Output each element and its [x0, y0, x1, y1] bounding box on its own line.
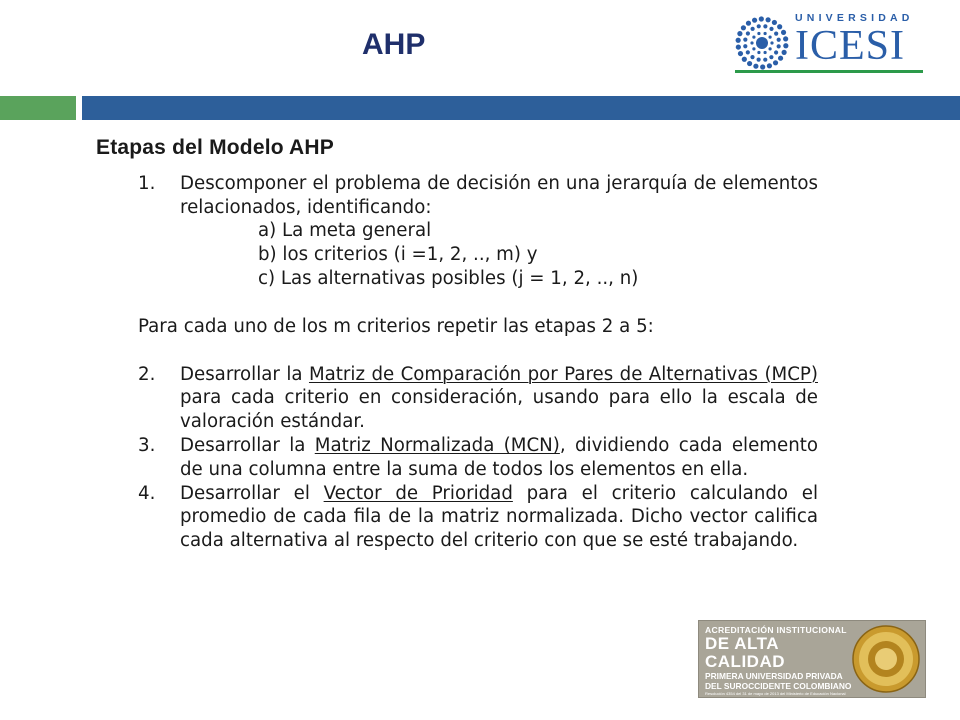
header-bar-green — [0, 96, 76, 120]
slide-content — [96, 136, 818, 553]
logo-underline — [735, 70, 923, 73]
step-text-pre: Desarrollar la — [180, 363, 309, 385]
section-heading: Etapas del Modelo AHP — [96, 136, 334, 159]
term-mcn: Matriz Normalizada (MCN) — [314, 434, 560, 456]
header-bar-blue — [82, 96, 960, 120]
step-1 — [138, 172, 818, 220]
icesi-logo — [733, 12, 925, 76]
gold-medal-icon — [851, 624, 921, 694]
icesi-emblem-icon — [733, 14, 791, 72]
seal-line-5: Resolución 4354 del 31 de mayo de 2013 del Ministerio de Educación Nacional — [705, 691, 846, 696]
step-text — [180, 363, 818, 434]
step-number: 2. — [138, 363, 156, 385]
seal-line-4: DEL SUROCCIDENTE COLOMBIANO — [705, 681, 852, 691]
step-text-post: para cada criterio en consideración, usando para ello la escala de valoración estándar. — [180, 387, 818, 433]
sub-item-b: b) los criterios (i =1, 2, .., m) y — [258, 244, 538, 266]
step-text-post: , dividiendo cada elemento de una columna entre la suma de todos los elementos en ella. — [180, 434, 818, 480]
step-text-post: para el criterio calculando el promedio de cada fila de la matriz normalizada. Dicho vector califica cada alternativa al respecto del criterio con que se esté trabajando. — [180, 482, 818, 552]
logo-name: ICESI — [795, 23, 905, 69]
seal-line-3: PRIMERA UNIVERSIDAD PRIVADA — [705, 671, 843, 681]
step-number: 3. — [138, 434, 156, 456]
step-number: 1. — [138, 172, 156, 194]
seal-line-2: DE ALTA CALIDAD — [705, 634, 785, 671]
term-mcp: Matriz de Comparación por Pares de Alternativas (MCP) — [308, 363, 818, 385]
step-3 — [138, 434, 818, 482]
accreditation-seal — [698, 620, 926, 698]
sub-item-c: c) Las alternativas posibles (j = 1, 2, .., n) — [258, 267, 639, 289]
slide-title: AHP — [362, 28, 426, 61]
seal-line-1: ACREDITACIÓN INSTITUCIONAL — [705, 625, 847, 635]
step-number: 4. — [138, 482, 156, 504]
sub-item-a: a) La meta general — [258, 220, 432, 242]
intro-text: Para cada uno de los m criterios repetir las etapas 2 a 5: — [138, 315, 654, 337]
step-text-pre: Desarrollar el — [180, 482, 324, 504]
step-4 — [138, 482, 818, 553]
term-priority-vector: Vector de Prioridad — [323, 482, 513, 504]
step-text: Descomponer el problema de decisión en una jerarquía de elementos relacionados, identificando: — [180, 172, 818, 218]
step-text — [180, 434, 818, 482]
step-text-pre: Desarrollar la — [180, 434, 315, 456]
step-2 — [138, 363, 818, 434]
step-text — [180, 482, 818, 553]
logo-university-text: UNIVERSIDAD — [795, 12, 914, 24]
